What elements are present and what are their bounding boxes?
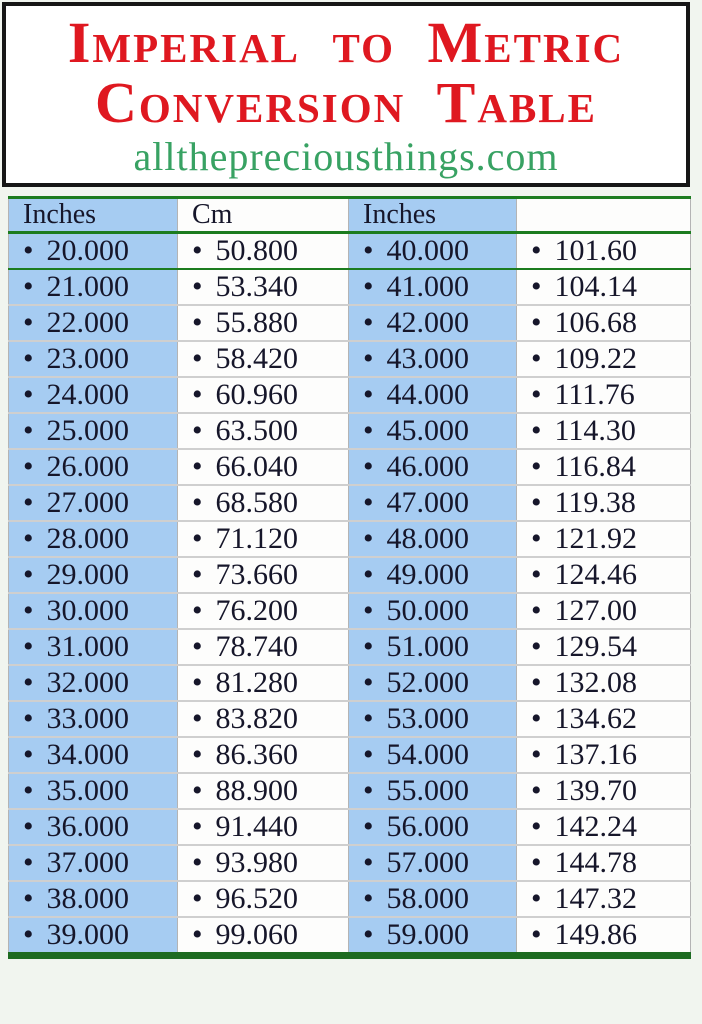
bullet-icon: • xyxy=(363,234,374,267)
cm-cell xyxy=(517,485,691,521)
inches-cell xyxy=(349,269,517,305)
bullet-icon: • xyxy=(23,774,34,807)
col-header-cm-left: Cm xyxy=(178,198,349,233)
cell-value: 58.420 xyxy=(215,342,299,375)
cell-value: 29.000 xyxy=(46,558,130,591)
bullet-icon: • xyxy=(363,630,374,663)
cell-value: 147.32 xyxy=(554,882,638,915)
cm-cell xyxy=(178,377,349,413)
cell-value: 137.16 xyxy=(554,738,638,771)
cell-value: 31.000 xyxy=(46,630,130,663)
inches-cell xyxy=(349,701,517,737)
inches-cell xyxy=(9,917,178,956)
cm-cell xyxy=(178,881,349,917)
cell-value: 83.820 xyxy=(215,702,299,735)
bullet-icon: • xyxy=(192,270,203,303)
cell-value: 134.62 xyxy=(554,702,638,735)
cm-cell xyxy=(517,413,691,449)
cell-value: 32.000 xyxy=(46,666,130,699)
cell-value: 57.000 xyxy=(386,846,470,879)
inches-cell xyxy=(349,521,517,557)
cell-value: 104.14 xyxy=(554,270,638,303)
cm-cell xyxy=(178,629,349,665)
cm-cell xyxy=(178,845,349,881)
bullet-icon: • xyxy=(531,738,542,771)
bullet-icon: • xyxy=(363,666,374,699)
table-row xyxy=(9,341,691,377)
inches-cell xyxy=(9,485,178,521)
cell-value: 66.040 xyxy=(215,450,299,483)
inches-cell xyxy=(9,845,178,881)
cell-value: 142.24 xyxy=(554,810,638,843)
inches-cell xyxy=(349,917,517,956)
table-row xyxy=(9,449,691,485)
cm-cell xyxy=(517,593,691,629)
inches-cell xyxy=(349,809,517,845)
cm-cell xyxy=(178,773,349,809)
bullet-icon: • xyxy=(531,882,542,915)
bullet-icon: • xyxy=(363,522,374,555)
bullet-icon: • xyxy=(531,486,542,519)
inches-cell xyxy=(349,593,517,629)
inches-cell xyxy=(349,377,517,413)
bullet-icon: • xyxy=(23,270,34,303)
bullet-icon: • xyxy=(192,234,203,267)
table-row xyxy=(9,305,691,341)
cell-value: 76.200 xyxy=(215,594,299,627)
bullet-icon: • xyxy=(23,738,34,771)
table-row xyxy=(9,557,691,593)
page-title-line2: Conversion Table xyxy=(95,69,597,135)
bullet-icon: • xyxy=(363,702,374,735)
cm-cell xyxy=(178,233,349,270)
bullet-icon: • xyxy=(192,414,203,447)
cm-cell xyxy=(517,629,691,665)
cell-value: 44.000 xyxy=(386,378,470,411)
bullet-icon: • xyxy=(531,558,542,591)
bullet-icon: • xyxy=(23,846,34,879)
bullet-icon: • xyxy=(531,702,542,735)
cm-cell xyxy=(178,305,349,341)
cm-cell xyxy=(178,449,349,485)
table-row xyxy=(9,917,691,956)
bullet-icon: • xyxy=(192,666,203,699)
table-row xyxy=(9,485,691,521)
inches-cell xyxy=(9,881,178,917)
cell-value: 121.92 xyxy=(554,522,638,555)
cell-value: 41.000 xyxy=(386,270,470,303)
cell-value: 71.120 xyxy=(215,522,299,555)
cm-cell xyxy=(178,269,349,305)
cm-cell xyxy=(178,593,349,629)
cell-value: 93.980 xyxy=(215,846,299,879)
bullet-icon: • xyxy=(363,486,374,519)
cm-cell xyxy=(517,521,691,557)
cell-value: 33.000 xyxy=(46,702,130,735)
cm-cell xyxy=(517,665,691,701)
cm-cell xyxy=(517,773,691,809)
bullet-icon: • xyxy=(23,882,34,915)
cm-cell xyxy=(178,521,349,557)
table-row xyxy=(9,773,691,809)
cm-cell xyxy=(517,701,691,737)
cell-value: 23.000 xyxy=(46,342,130,375)
cell-value: 106.68 xyxy=(554,306,638,339)
bullet-icon: • xyxy=(192,882,203,915)
table-row xyxy=(9,701,691,737)
cm-cell xyxy=(178,737,349,773)
cell-value: 59.000 xyxy=(386,918,470,951)
bullet-icon: • xyxy=(531,414,542,447)
cm-cell xyxy=(517,845,691,881)
cell-value: 78.740 xyxy=(215,630,299,663)
table-row xyxy=(9,629,691,665)
inches-cell xyxy=(9,233,178,270)
cell-value: 124.46 xyxy=(554,558,638,591)
inches-cell xyxy=(349,881,517,917)
bullet-icon: • xyxy=(192,810,203,843)
bullet-icon: • xyxy=(23,522,34,555)
cell-value: 51.000 xyxy=(386,630,470,663)
bullet-icon: • xyxy=(363,810,374,843)
cell-value: 30.000 xyxy=(46,594,130,627)
cell-value: 114.30 xyxy=(554,414,636,447)
inches-cell xyxy=(349,449,517,485)
bullet-icon: • xyxy=(363,594,374,627)
inches-cell xyxy=(9,665,178,701)
cell-value: 50.000 xyxy=(386,594,470,627)
table-row xyxy=(9,413,691,449)
cm-cell xyxy=(517,377,691,413)
cell-value: 21.000 xyxy=(46,270,130,303)
inches-cell xyxy=(9,305,178,341)
bullet-icon: • xyxy=(23,702,34,735)
bullet-icon: • xyxy=(23,558,34,591)
inches-cell xyxy=(349,305,517,341)
cell-value: 132.08 xyxy=(554,666,638,699)
bullet-icon: • xyxy=(363,270,374,303)
cell-value: 26.000 xyxy=(46,450,130,483)
bullet-icon: • xyxy=(531,234,542,267)
inches-cell xyxy=(9,629,178,665)
cell-value: 53.000 xyxy=(386,702,470,735)
col-header-cm-right xyxy=(517,198,691,233)
cell-value: 116.84 xyxy=(554,450,636,483)
bullet-icon: • xyxy=(531,666,542,699)
cell-value: 86.360 xyxy=(215,738,299,771)
table-row xyxy=(9,665,691,701)
inches-cell xyxy=(349,413,517,449)
bullet-icon: • xyxy=(531,846,542,879)
bullet-icon: • xyxy=(192,342,203,375)
bullet-icon: • xyxy=(192,378,203,411)
cell-value: 99.060 xyxy=(215,918,299,951)
cell-value: 37.000 xyxy=(46,846,130,879)
cell-value: 22.000 xyxy=(46,306,130,339)
conversion-table xyxy=(8,196,691,959)
table-row xyxy=(9,269,691,305)
cell-value: 38.000 xyxy=(46,882,130,915)
bullet-icon: • xyxy=(192,774,203,807)
cm-cell xyxy=(517,557,691,593)
cell-value: 47.000 xyxy=(386,486,470,519)
cm-cell xyxy=(517,449,691,485)
cell-value: 56.000 xyxy=(386,810,470,843)
inches-cell xyxy=(9,701,178,737)
cm-cell xyxy=(517,737,691,773)
inches-cell xyxy=(9,377,178,413)
bullet-icon: • xyxy=(363,306,374,339)
bullet-icon: • xyxy=(192,450,203,483)
bullet-icon: • xyxy=(23,378,34,411)
bullet-icon: • xyxy=(531,918,542,951)
cm-cell xyxy=(178,701,349,737)
table-header-row xyxy=(9,198,691,233)
cm-cell xyxy=(517,305,691,341)
page-title-line1: Imperial to Metric xyxy=(67,9,625,75)
inches-cell xyxy=(349,665,517,701)
inches-cell xyxy=(349,233,517,270)
cell-value: 101.60 xyxy=(554,234,638,267)
inches-cell xyxy=(349,485,517,521)
inches-cell xyxy=(9,557,178,593)
bullet-icon: • xyxy=(192,702,203,735)
inches-cell xyxy=(9,341,178,377)
cell-value: 119.38 xyxy=(554,486,636,519)
cm-cell xyxy=(517,881,691,917)
cm-cell xyxy=(178,413,349,449)
cell-value: 50.800 xyxy=(215,234,299,267)
inches-cell xyxy=(349,341,517,377)
cm-cell xyxy=(517,269,691,305)
website-url: allthepreciousthings.com xyxy=(133,133,559,179)
bullet-icon: • xyxy=(363,918,374,951)
bullet-icon: • xyxy=(363,846,374,879)
cm-cell xyxy=(517,809,691,845)
bullet-icon: • xyxy=(23,486,34,519)
cell-value: 49.000 xyxy=(386,558,470,591)
inches-cell xyxy=(9,593,178,629)
cell-value: 55.880 xyxy=(215,306,299,339)
cm-cell xyxy=(178,485,349,521)
cell-value: 129.54 xyxy=(554,630,638,663)
cell-value: 46.000 xyxy=(386,450,470,483)
inches-cell xyxy=(9,269,178,305)
inches-cell xyxy=(349,737,517,773)
table-row xyxy=(9,881,691,917)
cell-value: 73.660 xyxy=(215,558,299,591)
bullet-icon: • xyxy=(192,306,203,339)
cell-value: 149.86 xyxy=(554,918,638,951)
bullet-icon: • xyxy=(192,486,203,519)
inches-cell xyxy=(9,737,178,773)
cm-cell xyxy=(178,557,349,593)
cell-value: 53.340 xyxy=(215,270,299,303)
bullet-icon: • xyxy=(23,234,34,267)
bullet-icon: • xyxy=(23,414,34,447)
cm-cell xyxy=(178,809,349,845)
cell-value: 36.000 xyxy=(46,810,130,843)
inches-cell xyxy=(349,629,517,665)
cell-value: 58.000 xyxy=(386,882,470,915)
cell-value: 111.76 xyxy=(554,378,635,411)
table-row xyxy=(9,737,691,773)
cell-value: 144.78 xyxy=(554,846,638,879)
cm-cell xyxy=(178,917,349,956)
bullet-icon: • xyxy=(23,630,34,663)
table-row xyxy=(9,845,691,881)
cm-cell xyxy=(178,341,349,377)
table-row xyxy=(9,521,691,557)
table-row xyxy=(9,377,691,413)
bullet-icon: • xyxy=(23,450,34,483)
cell-value: 48.000 xyxy=(386,522,470,555)
bullet-icon: • xyxy=(23,810,34,843)
cell-value: 20.000 xyxy=(46,234,130,267)
bullet-icon: • xyxy=(531,342,542,375)
bullet-icon: • xyxy=(23,342,34,375)
bullet-icon: • xyxy=(363,774,374,807)
cell-value: 109.22 xyxy=(554,342,638,375)
cell-value: 34.000 xyxy=(46,738,130,771)
inches-cell xyxy=(349,773,517,809)
cell-value: 96.520 xyxy=(215,882,299,915)
cell-value: 25.000 xyxy=(46,414,130,447)
cell-value: 55.000 xyxy=(386,774,470,807)
bullet-icon: • xyxy=(531,270,542,303)
bullet-icon: • xyxy=(192,630,203,663)
bullet-icon: • xyxy=(531,306,542,339)
cell-value: 68.580 xyxy=(215,486,299,519)
bullet-icon: • xyxy=(531,810,542,843)
cell-value: 24.000 xyxy=(46,378,130,411)
bullet-icon: • xyxy=(531,630,542,663)
inches-cell xyxy=(349,845,517,881)
bullet-icon: • xyxy=(363,342,374,375)
bullet-icon: • xyxy=(23,306,34,339)
title-banner xyxy=(2,2,690,187)
bullet-icon: • xyxy=(531,378,542,411)
table-row xyxy=(9,233,691,270)
bullet-icon: • xyxy=(192,918,203,951)
bullet-icon: • xyxy=(23,594,34,627)
cell-value: 45.000 xyxy=(386,414,470,447)
cell-value: 60.960 xyxy=(215,378,299,411)
inches-cell xyxy=(9,773,178,809)
inches-cell xyxy=(9,809,178,845)
bullet-icon: • xyxy=(192,846,203,879)
bullet-icon: • xyxy=(531,450,542,483)
bullet-icon: • xyxy=(363,882,374,915)
bullet-icon: • xyxy=(192,522,203,555)
bullet-icon: • xyxy=(192,558,203,591)
cell-value: 42.000 xyxy=(386,306,470,339)
bullet-icon: • xyxy=(363,450,374,483)
col-header-inches-left: Inches xyxy=(9,198,178,233)
table-row xyxy=(9,809,691,845)
bullet-icon: • xyxy=(363,738,374,771)
cell-value: 139.70 xyxy=(554,774,638,807)
inches-cell xyxy=(9,521,178,557)
col-header-inches-right: Inches xyxy=(349,198,517,233)
cell-value: 40.000 xyxy=(386,234,470,267)
cell-value: 43.000 xyxy=(386,342,470,375)
table-row xyxy=(9,593,691,629)
bullet-icon: • xyxy=(363,378,374,411)
cell-value: 52.000 xyxy=(386,666,470,699)
cell-value: 88.900 xyxy=(215,774,299,807)
cell-value: 63.500 xyxy=(215,414,299,447)
bullet-icon: • xyxy=(531,774,542,807)
table-body xyxy=(9,233,691,956)
bullet-icon: • xyxy=(192,594,203,627)
cm-cell xyxy=(178,665,349,701)
cell-value: 28.000 xyxy=(46,522,130,555)
cm-cell xyxy=(517,917,691,956)
inches-cell xyxy=(9,449,178,485)
bullet-icon: • xyxy=(192,738,203,771)
inches-cell xyxy=(349,557,517,593)
cell-value: 35.000 xyxy=(46,774,130,807)
cell-value: 91.440 xyxy=(215,810,299,843)
cm-cell xyxy=(517,233,691,270)
bullet-icon: • xyxy=(23,918,34,951)
cell-value: 54.000 xyxy=(386,738,470,771)
cell-value: 27.000 xyxy=(46,486,130,519)
bullet-icon: • xyxy=(531,594,542,627)
cell-value: 127.00 xyxy=(554,594,638,627)
cell-value: 39.000 xyxy=(46,918,130,951)
cell-value: 81.280 xyxy=(215,666,299,699)
cm-cell xyxy=(517,341,691,377)
bullet-icon: • xyxy=(363,414,374,447)
bullet-icon: • xyxy=(23,666,34,699)
bullet-icon: • xyxy=(363,558,374,591)
bullet-icon: • xyxy=(531,522,542,555)
inches-cell xyxy=(9,413,178,449)
